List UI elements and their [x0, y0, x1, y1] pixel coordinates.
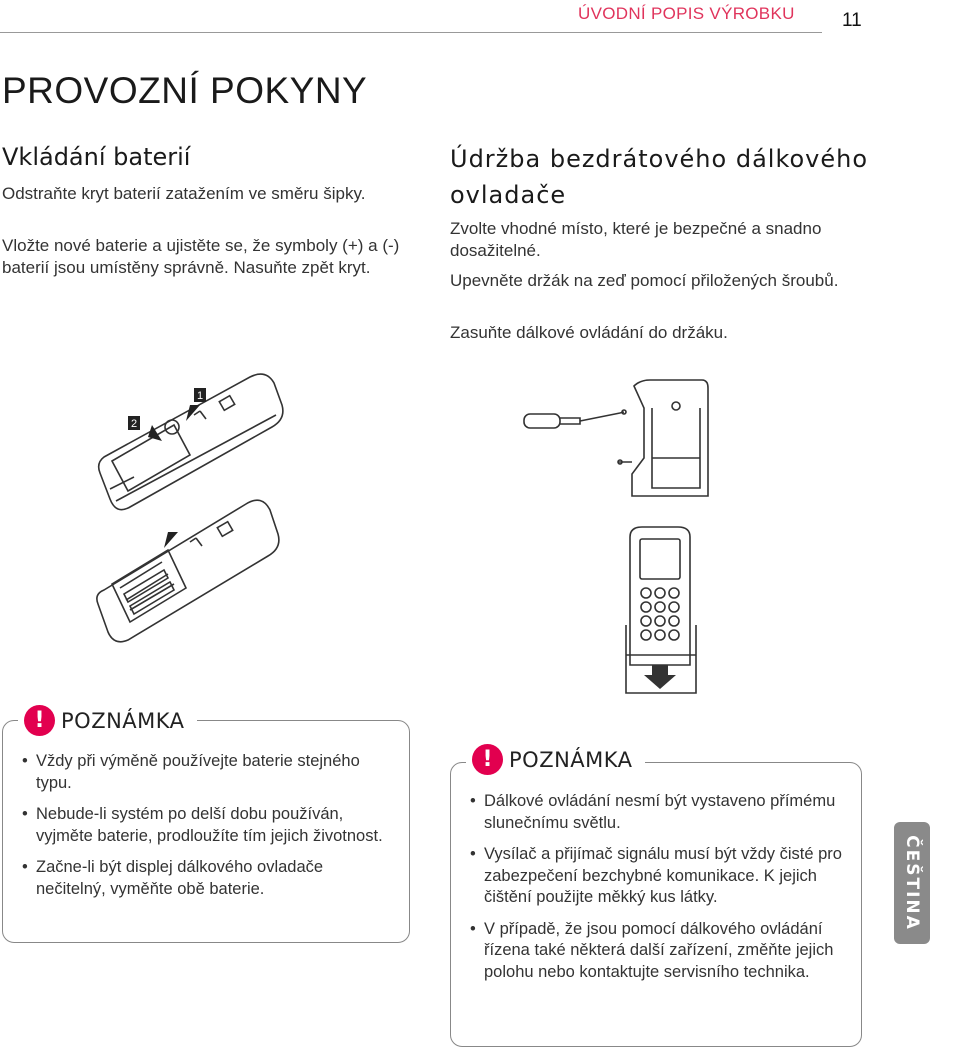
list-item: • Začne-li být displej dálkového ovladače nečitelný, vyměňte obě baterie.	[22, 858, 324, 898]
remote-batteries-illustration	[90, 490, 290, 645]
note-header-right	[466, 744, 645, 775]
header-section-title: ÚVODNÍ POPIS VÝROBKU	[578, 4, 795, 23]
list-item: • Vždy při výměně používejte baterie stejného typu.	[22, 752, 360, 792]
list-item: • V případě, že jsou pomocí dálkového ovládání řízena také některá další zařízení, změňte jejich polohu nebo kontaktujte servisního technika.	[470, 919, 834, 981]
step-2-label: 2	[130, 418, 138, 430]
wall-holder-illustration	[520, 378, 710, 500]
language-tab[interactable]	[894, 822, 930, 944]
page-title: PROVOZNÍ POKYNY	[2, 70, 368, 111]
note-list-left	[22, 751, 396, 910]
maintenance-paragraph-2: Upevněte držák na zeď pomocí přiložených šroubů.	[450, 271, 839, 290]
list-item: • Vysílač a přijímač signálu musí být vždy čisté pro zabezpečení bezchybné komunikace. K jejich čištění použijte měkký kus látky.	[470, 845, 842, 906]
maintenance-section-title: Údržba bezdrátového dálkového ovladače	[450, 145, 869, 209]
step-1-label: 1	[196, 390, 204, 402]
note-label-right: POZNÁMKA	[509, 747, 633, 772]
warning-icon: !	[24, 705, 55, 736]
maintenance-paragraph-1: Zvolte vhodné místo, které je bezpečné a snadno dosažitelné.	[450, 219, 822, 260]
header-rule	[0, 32, 822, 33]
note-label-left: POZNÁMKA	[61, 708, 185, 733]
warning-icon: !	[472, 744, 503, 775]
battery-section-title: Vkládání baterií	[2, 143, 191, 171]
maintenance-paragraph-3: Zasuňte dálkové ovládání do držáku.	[450, 323, 728, 342]
note-header-left	[18, 705, 197, 736]
note-list-right	[470, 791, 846, 993]
page-number: 11	[842, 10, 862, 31]
list-item: • Nebude-li systém po delší dobu používán, vyjměte baterie, prodloužíte tím jejich životnost.	[22, 805, 383, 845]
list-item: • Dálkové ovládání nesmí být vystaveno přímému slunečnímu světlu.	[470, 792, 836, 832]
language-tab-label: ČEŠTINA	[902, 835, 923, 931]
remote-in-holder-illustration	[622, 525, 702, 700]
battery-paragraph-2: Vložte nové baterie a ujistěte se, že symboly (+) a (-) baterií jsou umístěny správně. Nasuňte zpět kryt.	[2, 236, 400, 277]
battery-paragraph-1: Odstraňte kryt baterií zatažením ve směru šipky.	[2, 184, 366, 203]
